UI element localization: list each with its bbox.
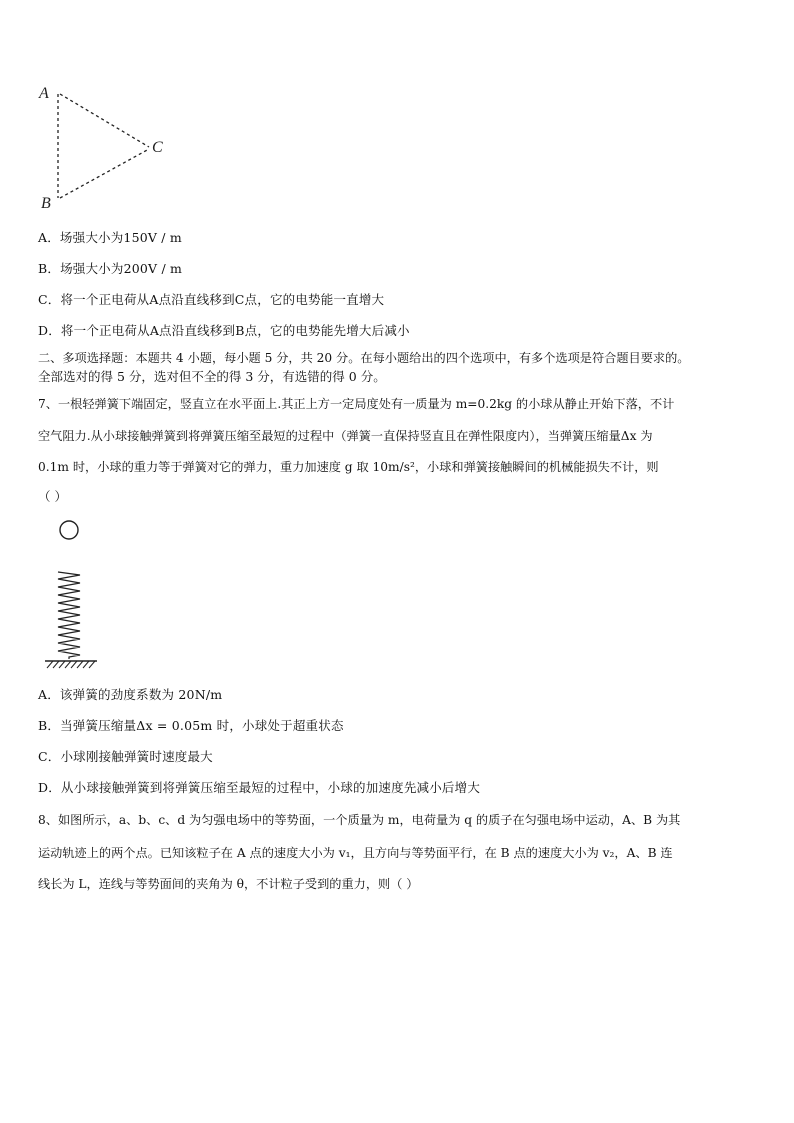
- q7-option-a: A．该弹簧的劲度系数为 20N/m: [38, 687, 223, 702]
- q8-stem-line2: 运动轨迹上的两个点。已知该粒子在 A 点的速度大小为 v₁，且方向与等势面平行，在 B 点的速度大小为 v₂，A、B 连: [38, 846, 673, 860]
- side-ac: [60, 94, 149, 147]
- ground-hatch: [47, 661, 95, 668]
- label-a: A: [39, 85, 49, 102]
- side-bc: [60, 149, 149, 198]
- q6-option-b: B．场强大小为200V / m: [38, 261, 183, 276]
- spring-ball-figure: [42, 518, 102, 673]
- q7-stem-line1: 7、一根轻弹簧下端固定，竖直立在水平面上.其正上方一定局度处有一质量为 m=0.2kg 的小球从静止开始下落，不计: [38, 397, 675, 411]
- q7-option-b: B．当弹簧压缩量Δx = 0.05m 时，小球处于超重状态: [38, 718, 344, 733]
- ball: [60, 521, 78, 539]
- triangle-figure: [36, 80, 176, 212]
- section2-instructions-line1: 二、多项选择题：本题共 4 小题，每小题 5 分，共 20 分。在每小题给出的四个选项中，有多个选项是符合题目要求的。: [38, 351, 690, 365]
- q7-answer-paren: （ ）: [38, 489, 67, 504]
- section2-instructions-line2: 全部选对的得 5 分，选对但不全的得 3 分，有选错的得 0 分。: [38, 369, 386, 384]
- q6-option-c: C．将一个正电荷从A点沿直线移到C点，它的电势能一直增大: [38, 292, 385, 307]
- q7-stem-line3: 0.1m 时，小球的重力等于弹簧对它的弹力，重力加速度 g 取 10m/s²，小球和弹簧接触瞬间的机械能损失不计，则: [38, 460, 659, 474]
- q7-option-d: D．从小球接触弹簧到将弹簧压缩至最短的过程中，小球的加速度先减小后增大: [38, 780, 481, 795]
- q7-option-c: C．小球刚接触弹簧时速度最大: [38, 749, 213, 764]
- q8-stem-line3: 线长为 L，连线与等势面间的夹角为 θ，不计粒子受到的重力，则（ ）: [38, 877, 419, 891]
- spring: [58, 572, 80, 659]
- q6-option-a: A．场强大小为150V / m: [38, 230, 182, 245]
- q8-stem-line1: 8、如图所示，a、b、c、d 为匀强电场中的等势面，一个质量为 m，电荷量为 q 的质子在匀强电场中运动，A、B 为其: [38, 813, 681, 827]
- label-b: B: [41, 195, 51, 212]
- q7-stem-line2: 空气阻力.从小球接触弹簧到将弹簧压缩至最短的过程中（弹簧一直保持竖直且在弹性限度内），当弹簧压缩量Δx 为: [38, 429, 653, 443]
- label-c: C: [152, 139, 163, 156]
- q6-option-d: D．将一个正电荷从A点沿直线移到B点，它的电势能先增大后减小: [38, 323, 410, 338]
